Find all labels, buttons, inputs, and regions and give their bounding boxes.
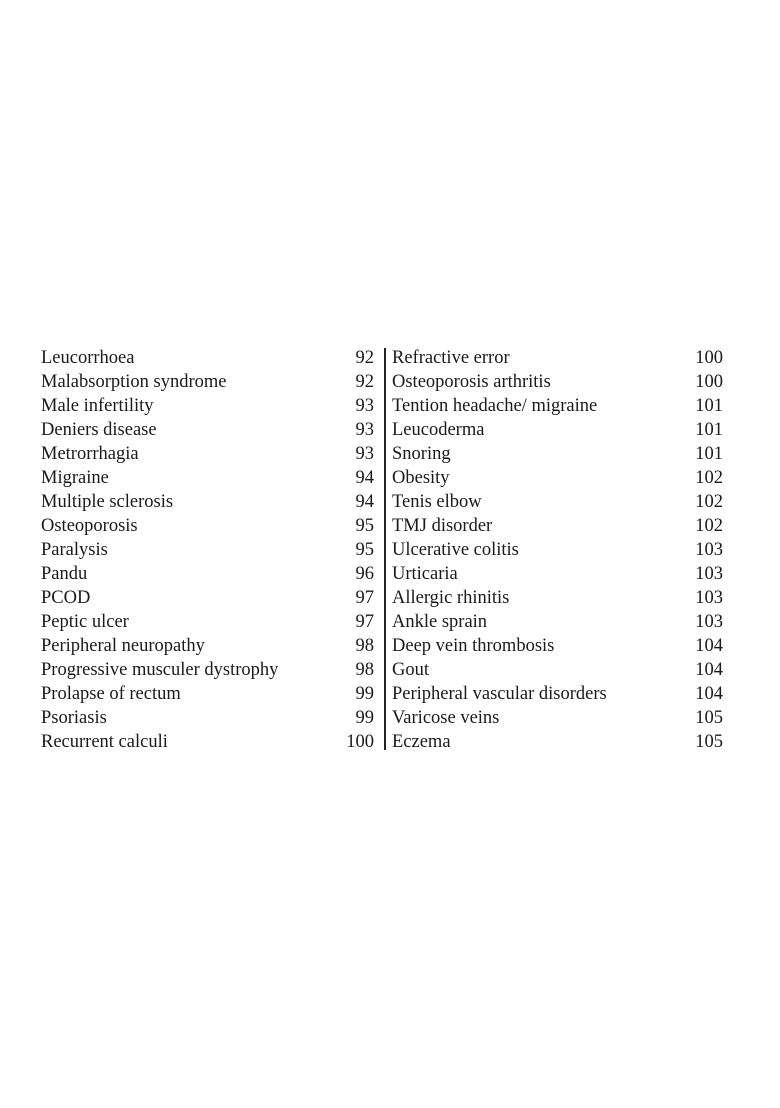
index-entry-term: Peripheral neuropathy	[41, 636, 205, 656]
index-entry-page-number: 101	[695, 420, 723, 440]
index-entry-page-number: 93	[355, 444, 374, 464]
index-entry	[41, 562, 374, 586]
index-entry-term: Tenis elbow	[392, 492, 482, 512]
index-entry-term: Pandu	[41, 564, 88, 584]
index-entry	[392, 490, 723, 514]
index-entry-term: Allergic rhinitis	[392, 588, 510, 608]
index-entry-page-number: 105	[695, 732, 723, 752]
index-entry	[392, 562, 723, 586]
index-entry	[392, 538, 723, 562]
index-entry-page-number: 98	[355, 636, 374, 656]
index-entry-term: TMJ disorder	[392, 516, 493, 536]
column-divider	[384, 348, 386, 750]
index-entry	[41, 466, 374, 490]
index-entry	[41, 706, 374, 730]
index-entry	[41, 490, 374, 514]
index-entry-page-number: 100	[695, 348, 723, 368]
index-entry	[41, 418, 374, 442]
index-entry-page-number: 99	[355, 708, 374, 728]
index-entry	[41, 394, 374, 418]
index-entry	[392, 634, 723, 658]
index-entry-page-number: 98	[355, 660, 374, 680]
index-entry-term: Gout	[392, 660, 429, 680]
index-entry-page-number: 102	[695, 492, 723, 512]
index-entry-term: Osteoporosis	[41, 516, 138, 536]
index-entry-term: Varicose veins	[392, 708, 500, 728]
index-entry	[41, 346, 374, 370]
index-entry-page-number: 94	[355, 492, 374, 512]
index-entry	[392, 370, 723, 394]
index-entry	[392, 394, 723, 418]
index-entry-term: Ankle sprain	[392, 612, 488, 632]
index-entry-term: PCOD	[41, 588, 91, 608]
index-column-right	[392, 346, 723, 754]
index-entry-term: Multiple sclerosis	[41, 492, 174, 512]
index-entry-page-number: 97	[355, 588, 374, 608]
index-entry-term: Peripheral vascular disorders	[392, 684, 607, 704]
index-entry-page-number: 93	[355, 396, 374, 416]
index-entry-page-number: 104	[695, 636, 723, 656]
index-entry-page-number: 103	[695, 564, 723, 584]
index-entry-page-number: 102	[695, 516, 723, 536]
index-entry	[41, 538, 374, 562]
index-entry-page-number: 101	[695, 444, 723, 464]
index-entry-page-number: 99	[355, 684, 374, 704]
index-entry-page-number: 100	[695, 372, 723, 392]
index-entry-term: Osteoporosis arthritis	[392, 372, 551, 392]
index-entry	[41, 634, 374, 658]
index-entry-term: Migraine	[41, 468, 109, 488]
index-entry	[41, 370, 374, 394]
index-entry-page-number: 104	[695, 684, 723, 704]
index-entry-page-number: 95	[355, 516, 374, 536]
index-entry-page-number: 103	[695, 612, 723, 632]
index-entry-term: Psoriasis	[41, 708, 107, 728]
index-entry	[392, 346, 723, 370]
index-entry-page-number: 95	[355, 540, 374, 560]
index-entry-term: Leucoderma	[392, 420, 485, 440]
index-entry-term: Recurrent calculi	[41, 732, 168, 752]
index-entry-page-number: 104	[695, 660, 723, 680]
index-entry-page-number: 102	[695, 468, 723, 488]
index-column-left	[41, 346, 374, 754]
index-entry-term: Urticaria	[392, 564, 458, 584]
index-entry-term: Paralysis	[41, 540, 108, 560]
index-entry-page-number: 105	[695, 708, 723, 728]
index-entry	[41, 610, 374, 634]
index-entry-page-number: 96	[355, 564, 374, 584]
index-entry	[392, 706, 723, 730]
index-entry-page-number: 103	[695, 588, 723, 608]
index-entry-term: Ulcerative colitis	[392, 540, 519, 560]
index-entry-term: Deniers disease	[41, 420, 157, 440]
index-entry-page-number: 93	[355, 420, 374, 440]
index-entry	[392, 586, 723, 610]
index-entry	[392, 514, 723, 538]
index-entry	[41, 682, 374, 706]
index-entry	[392, 730, 723, 754]
index-entry-page-number: 94	[355, 468, 374, 488]
index-entry-term: Snoring	[392, 444, 451, 464]
index-entry-term: Male infertility	[41, 396, 154, 416]
index-entry	[392, 442, 723, 466]
index-entry	[392, 610, 723, 634]
index-entry	[41, 514, 374, 538]
index-entry-term: Refractive error	[392, 348, 510, 368]
index-entry	[392, 418, 723, 442]
index-entry-page-number: 92	[355, 372, 374, 392]
index-entry	[41, 730, 374, 754]
index-entry-page-number: 92	[355, 348, 374, 368]
index-entry-term: Tention headache/ migraine	[392, 396, 598, 416]
index-entry	[41, 586, 374, 610]
index-entry	[392, 682, 723, 706]
index-entry-page-number: 101	[695, 396, 723, 416]
index-entry-term: Metrorrhagia	[41, 444, 139, 464]
index-entry-term: Peptic ulcer	[41, 612, 129, 632]
index-entry-term: Eczema	[392, 732, 451, 752]
index-entry-term: Leucorrhoea	[41, 348, 135, 368]
index-entry-page-number: 97	[355, 612, 374, 632]
index-entry-term: Malabsorption syndrome	[41, 372, 227, 392]
index-entry	[41, 442, 374, 466]
index-entry-page-number: 103	[695, 540, 723, 560]
index-entry	[392, 466, 723, 490]
index-entry-term: Prolapse of rectum	[41, 684, 181, 704]
index-entry-term: Obesity	[392, 468, 450, 488]
index-entry-term: Progressive musculer dystrophy	[41, 660, 279, 680]
index-entry	[41, 658, 374, 682]
index-entry	[392, 658, 723, 682]
index-entry-page-number: 100	[346, 732, 374, 752]
index-entry-term: Deep vein thrombosis	[392, 636, 555, 656]
